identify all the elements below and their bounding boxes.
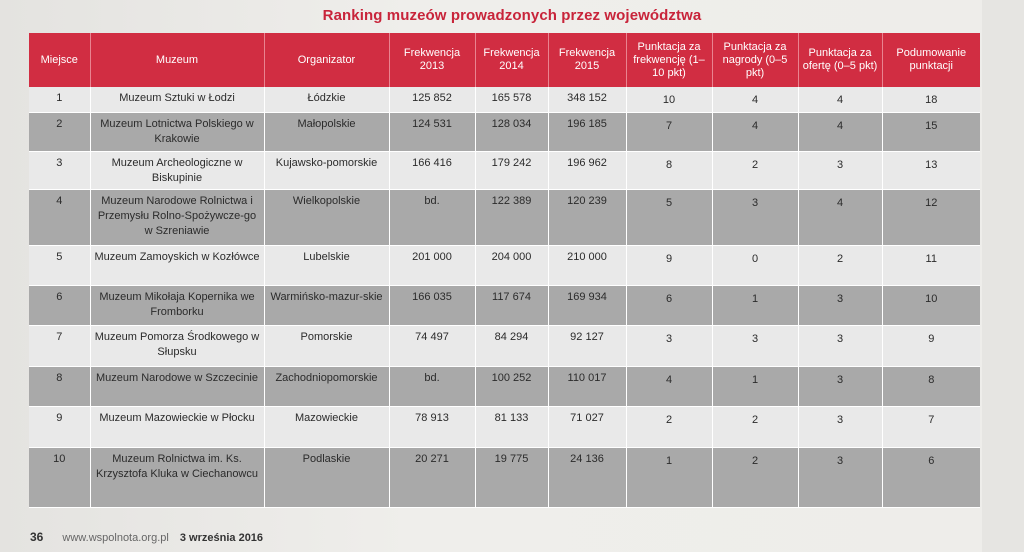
cell-points-awards: 1 [712, 366, 798, 406]
cell-attendance-2014: 117 674 [475, 285, 548, 325]
header-attendance-2013: Frekwencja 2013 [389, 33, 475, 87]
cell-attendance-2014: 179 242 [475, 151, 548, 189]
page-footer [30, 530, 263, 544]
cell-attendance-2015: 110 017 [548, 366, 626, 406]
cell-attendance-2014: 122 389 [475, 189, 548, 245]
table-row [29, 87, 980, 112]
table-row [29, 151, 980, 189]
cell-attendance-2015: 210 000 [548, 245, 626, 285]
cell-organizer: Wielkopolskie [264, 189, 389, 245]
cell-attendance-2015: 196 185 [548, 112, 626, 151]
cell-attendance-2014: 165 578 [475, 87, 548, 112]
cell-museum: Muzeum Sztuki w Łodzi [90, 87, 264, 112]
cell-points-total: 18 [882, 87, 980, 112]
cell-organizer: Mazowieckie [264, 406, 389, 447]
cell-attendance-2015: 196 962 [548, 151, 626, 189]
cell-museum: Muzeum Narodowe w Szczecinie [90, 366, 264, 406]
header-museum: Muzeum [90, 33, 264, 87]
cell-attendance-2015: 24 136 [548, 447, 626, 507]
table-row [29, 366, 980, 406]
ranking-table [29, 33, 980, 508]
cell-attendance-2014: 81 133 [475, 406, 548, 447]
cell-points-awards: 3 [712, 189, 798, 245]
cell-museum: Muzeum Pomorza Środkowego w Słupsku [90, 325, 264, 366]
cell-points-offer: 3 [798, 447, 882, 507]
cell-attendance-2014: 128 034 [475, 112, 548, 151]
cell-points-attendance: 2 [626, 406, 712, 447]
cell-points-total: 9 [882, 325, 980, 366]
cell-attendance-2015: 120 239 [548, 189, 626, 245]
cell-museum: Muzeum Zamoyskich w Kozłówce [90, 245, 264, 285]
cell-place: 2 [29, 112, 90, 151]
table-row [29, 245, 980, 285]
cell-place: 4 [29, 189, 90, 245]
cell-points-awards: 3 [712, 325, 798, 366]
header-attendance-2014: Frekwencja 2014 [475, 33, 548, 87]
cell-organizer: Podlaskie [264, 447, 389, 507]
header-points-awards: Punktacja za nagrody (0–5 pkt) [712, 33, 798, 87]
cell-attendance-2014: 100 252 [475, 366, 548, 406]
header-points-attendance: Punktacja za frekwencję (1–10 pkt) [626, 33, 712, 87]
cell-points-total: 15 [882, 112, 980, 151]
cell-organizer: Małopolskie [264, 112, 389, 151]
cell-points-offer: 4 [798, 112, 882, 151]
header-organizer: Organizator [264, 33, 389, 87]
cell-points-offer: 3 [798, 285, 882, 325]
cell-attendance-2013: 20 271 [389, 447, 475, 507]
cell-attendance-2013: 201 000 [389, 245, 475, 285]
cell-attendance-2013: 125 852 [389, 87, 475, 112]
cell-attendance-2013: 74 497 [389, 325, 475, 366]
cell-organizer: Pomorskie [264, 325, 389, 366]
cell-place: 9 [29, 406, 90, 447]
cell-points-offer: 3 [798, 151, 882, 189]
cell-attendance-2013: 166 416 [389, 151, 475, 189]
cell-attendance-2014: 204 000 [475, 245, 548, 285]
cell-place: 6 [29, 285, 90, 325]
table-row [29, 325, 980, 366]
site-url: www.wspolnota.org.pl [62, 532, 169, 544]
cell-points-attendance: 6 [626, 285, 712, 325]
cell-attendance-2013: bd. [389, 189, 475, 245]
cell-museum: Muzeum Lotnictwa Polskiego w Krakowie [90, 112, 264, 151]
header-row [29, 33, 980, 87]
cell-attendance-2015: 348 152 [548, 87, 626, 112]
cell-attendance-2015: 71 027 [548, 406, 626, 447]
issue-date: 3 września 2016 [179, 532, 264, 544]
cell-points-offer: 3 [798, 366, 882, 406]
cell-museum: Muzeum Archeologiczne w Biskupinie [90, 151, 264, 189]
cell-organizer: Zachodniopomorskie [264, 366, 389, 406]
cell-attendance-2015: 169 934 [548, 285, 626, 325]
header-points-total: Podumowanie punktacji [882, 33, 980, 87]
cell-museum: Muzeum Narodowe Rolnictwa i Przemysłu Rolno-Spożywcze-go w Szreniawie [90, 189, 264, 245]
page-number: 36 [30, 530, 44, 544]
cell-points-attendance: 3 [626, 325, 712, 366]
cell-museum: Muzeum Mazowieckie w Płocku [90, 406, 264, 447]
table-row [29, 189, 980, 245]
table-row [29, 112, 980, 151]
cell-points-awards: 4 [712, 87, 798, 112]
cell-points-total: 13 [882, 151, 980, 189]
right-margin-strip [982, 0, 1024, 552]
cell-points-attendance: 1 [626, 447, 712, 507]
cell-attendance-2015: 92 127 [548, 325, 626, 366]
header-attendance-2015: Frekwencja 2015 [548, 33, 626, 87]
cell-points-awards: 2 [712, 151, 798, 189]
cell-points-awards: 4 [712, 112, 798, 151]
table-row [29, 406, 980, 447]
cell-place: 5 [29, 245, 90, 285]
cell-points-total: 6 [882, 447, 980, 507]
cell-points-total: 8 [882, 366, 980, 406]
cell-points-awards: 2 [712, 447, 798, 507]
cell-points-attendance: 9 [626, 245, 712, 285]
cell-points-attendance: 4 [626, 366, 712, 406]
cell-attendance-2013: 166 035 [389, 285, 475, 325]
cell-points-offer: 3 [798, 325, 882, 366]
cell-place: 3 [29, 151, 90, 189]
cell-place: 10 [29, 447, 90, 507]
cell-points-attendance: 8 [626, 151, 712, 189]
cell-attendance-2013: 124 531 [389, 112, 475, 151]
cell-points-offer: 3 [798, 406, 882, 447]
cell-place: 7 [29, 325, 90, 366]
cell-points-attendance: 7 [626, 112, 712, 151]
cell-points-total: 11 [882, 245, 980, 285]
table-row [29, 447, 980, 507]
table-title: Ranking muzeów prowadzonych przez województwa [322, 7, 702, 24]
cell-points-offer: 4 [798, 189, 882, 245]
cell-organizer: Łódzkie [264, 87, 389, 112]
cell-points-awards: 1 [712, 285, 798, 325]
cell-points-offer: 4 [798, 87, 882, 112]
cell-points-attendance: 10 [626, 87, 712, 112]
cell-attendance-2013: 78 913 [389, 406, 475, 447]
cell-museum: Muzeum Mikołaja Kopernika we Fromborku [90, 285, 264, 325]
cell-organizer: Lubelskie [264, 245, 389, 285]
table-row [29, 285, 980, 325]
cell-points-attendance: 5 [626, 189, 712, 245]
cell-attendance-2014: 19 775 [475, 447, 548, 507]
header-place: Miejsce [29, 33, 90, 87]
cell-points-awards: 0 [712, 245, 798, 285]
header-points-offer: Punktacja za ofertę (0–5 pkt) [798, 33, 882, 87]
cell-organizer: Warmińsko-mazur-skie [264, 285, 389, 325]
cell-points-awards: 2 [712, 406, 798, 447]
cell-points-total: 10 [882, 285, 980, 325]
cell-museum: Muzeum Rolnictwa im. Ks. Krzysztofa Kluka w Ciechanowcu [90, 447, 264, 507]
cell-organizer: Kujawsko-pomorskie [264, 151, 389, 189]
cell-place: 8 [29, 366, 90, 406]
cell-place: 1 [29, 87, 90, 112]
cell-points-total: 7 [882, 406, 980, 447]
cell-attendance-2013: bd. [389, 366, 475, 406]
cell-points-total: 12 [882, 189, 980, 245]
cell-points-offer: 2 [798, 245, 882, 285]
cell-attendance-2014: 84 294 [475, 325, 548, 366]
